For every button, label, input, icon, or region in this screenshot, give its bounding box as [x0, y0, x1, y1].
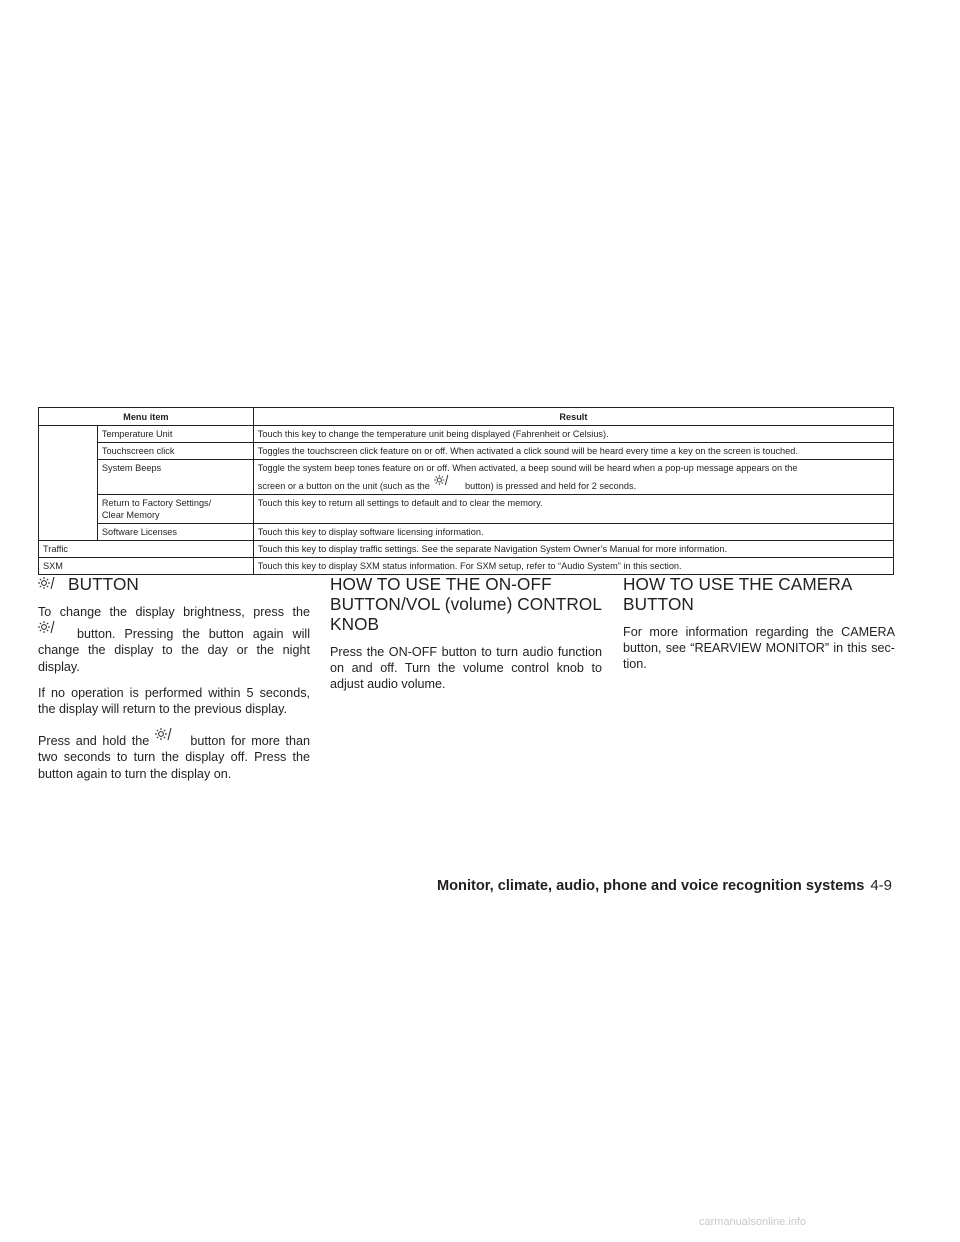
result-text: screen or a button on the unit (such as the: [257, 481, 430, 491]
sun-moon-icon: [155, 727, 185, 741]
menu-item-text: Return to Factory Settings/: [101, 498, 212, 508]
section-heading: [38, 574, 310, 594]
result-text: Toggle the system beep tones feature on or off. When activated, a beep sound will be heard when a pop-up message appears on the: [257, 463, 798, 473]
result-cell: Touch this key to return all settings to default and to clear the memory.: [253, 495, 893, 524]
result-cell: Touch this key to display software licensing information.: [253, 524, 893, 541]
table-row: [39, 541, 894, 558]
sun-moon-icon: [432, 474, 462, 486]
result-text: button) is pressed and held for 2 seconds.: [465, 481, 637, 491]
volume-knob-section: [330, 574, 602, 703]
section-heading: HOW TO USE THE ON-OFF BUTTON/VOL (volume) CONTROL KNOB: [330, 574, 602, 634]
menu-item-cell: System Beeps: [97, 460, 253, 495]
table-row: [39, 426, 894, 443]
sun-moon-icon: [38, 576, 68, 590]
menu-item-cell: Software Licenses: [97, 524, 253, 541]
blank-cell: [39, 426, 98, 541]
sun-moon-icon: [38, 620, 68, 634]
section-heading-text: BUTTON: [68, 574, 139, 594]
table-row: [39, 443, 894, 460]
section-heading: HOW TO USE THE CAMERA BUTTON: [623, 574, 852, 614]
menu-item-cell: [97, 495, 253, 524]
menu-table: [38, 407, 894, 575]
paragraph: [38, 604, 310, 675]
page-number: 4-9: [870, 877, 892, 894]
paragraph-text: Press and hold the: [38, 734, 150, 749]
paragraph-text: button for more than two seconds to turn the display off. Press the button again to turn the display on.: [38, 734, 311, 781]
camera-button-section: [623, 574, 895, 683]
paragraph: If no operation is performed within 5 seconds, the display will return to the previous display.: [38, 685, 310, 717]
result-cell: Touch this key to change the temperature unit being displayed (Fahrenheit or Celsius).: [253, 426, 893, 443]
table-row: [39, 460, 894, 495]
table-row: [39, 558, 894, 575]
brightness-button-section: [38, 574, 310, 792]
table-row: [39, 495, 894, 524]
header-menu-item: Menu item: [39, 408, 254, 426]
paragraph: Press the ON-OFF button to turn audio function on and off. Turn the volume control knob to adjust audio volume.: [330, 645, 602, 692]
result-cell: Toggles the touchscreen click feature on or off. When activated a click sound will be heard every time a key on the screen is touched.: [253, 443, 893, 460]
paragraph-text: To change the display brightness, press the: [38, 605, 310, 619]
table-header-row: [39, 408, 894, 426]
result-cell: Touch this key to display SXM status information. For SXM setup, refer to “Audio System” in this section.: [253, 558, 893, 575]
menu-item-cell: Traffic: [39, 541, 254, 558]
watermark: carmanualsonline.info: [699, 1216, 807, 1228]
paragraph-text: button. Pressing the button again will change the display to the day or the night display.: [38, 627, 310, 674]
chapter-title: Monitor, climate, audio, phone and voice recognition systems: [436, 878, 865, 894]
header-result: Result: [253, 408, 893, 426]
menu-item-cell: Temperature Unit: [97, 426, 253, 443]
page-footer: [437, 877, 892, 894]
menu-item-cell: SXM: [39, 558, 254, 575]
paragraph: For more information regarding the CAMERA button, see “REARVIEW MONITOR” in this sec-tion.: [623, 625, 895, 672]
menu-item-cell: Touchscreen click: [97, 443, 253, 460]
table-row: [39, 524, 894, 541]
result-cell: [253, 460, 893, 495]
result-cell: Touch this key to display traffic settings. See the separate Navigation System Owner’s Manual for more information.: [253, 541, 893, 558]
paragraph: [38, 727, 310, 782]
menu-item-text: Clear Memory: [101, 510, 160, 520]
menu-table-container: [38, 407, 894, 575]
